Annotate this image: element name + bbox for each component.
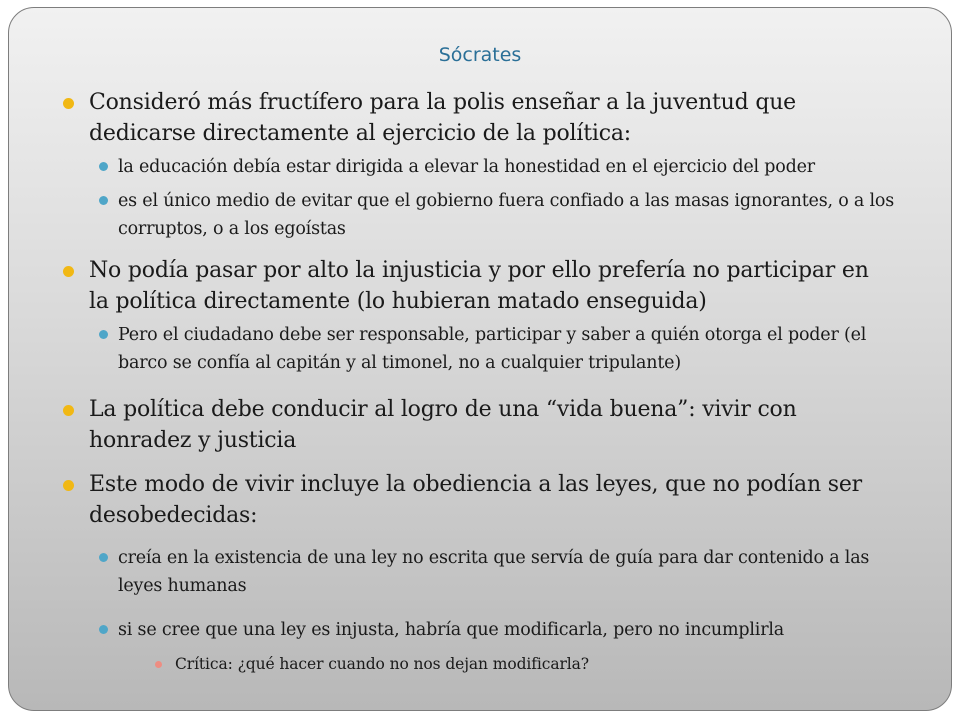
bullet-dot: [63, 405, 74, 416]
slide-title: Sócrates: [438, 44, 522, 66]
bullet-1: Consideró más fructífero para la polis enseñar a la juventud que dedicarse directamente al ejercicio de la política:: [89, 90, 797, 146]
bullet-dot: [63, 480, 74, 491]
sub-bullet-dot: [99, 162, 108, 171]
slide: [8, 7, 952, 711]
bullet-4-subsub-1: Crítica: ¿qué hacer cuando no nos dejan modificarla?: [175, 655, 590, 673]
bullet-2-sub-1: Pero el ciudadano debe ser responsable, participar y saber a quién otorga el poder (el barco se confía al capitán y al timonel, no a cualquier tripulante): [118, 325, 867, 373]
sub-bullet-dot: [99, 553, 108, 562]
bullet-3: La política debe conducir al logro de una “vida buena”: vivir con honradez y justicia: [89, 397, 797, 453]
bullet-1-sub-1: la educación debía estar dirigida a elevar la honestidad en el ejercicio del poder: [118, 157, 815, 177]
bullet-4-sub-1: creía en la existencia de una ley no escrita que servía de guía para dar contenido a las leyes humanas: [118, 548, 870, 596]
sub-bullet-dot: [99, 330, 108, 339]
bullet-dot: [63, 266, 74, 277]
sub-bullet-dot: [99, 625, 108, 634]
bullet-2: No podía pasar por alto la injusticia y por ello prefería no participar en la política directamente (lo hubieran matado enseguida): [89, 258, 869, 314]
sub-bullet-dot: [99, 196, 108, 205]
bullet-1-sub-2: es el único medio de evitar que el gobierno fuera confiado a las masas ignorantes, o a los corruptos, o a los egoístas: [118, 191, 895, 239]
bullet-dot: [63, 98, 74, 109]
bullet-4-sub-2: si se cree que una ley es injusta, habría que modificarla, pero no incumplirla: [118, 620, 784, 640]
sub-sub-bullet-dot: [155, 661, 162, 668]
bullet-4: Este modo de vivir incluye la obediencia a las leyes, que no podían ser desobedecidas:: [89, 472, 862, 528]
